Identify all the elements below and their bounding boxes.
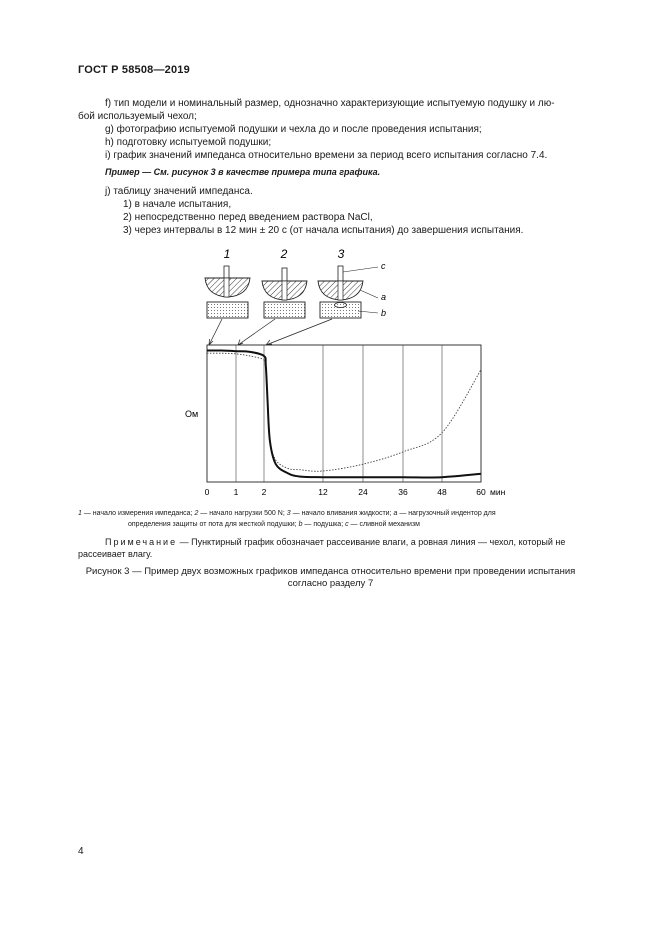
figure-legend-line1: 1 — начало измерения импеданса; 2 — начало нагрузки 500 N; 3 — начало вливания жидкости; a — нагрузочный индентор для: [78, 510, 496, 517]
callout-line-c: [343, 267, 378, 272]
x-tick: 24: [358, 487, 368, 497]
x-axis-unit: мин: [490, 487, 506, 497]
x-tick: 1: [233, 487, 239, 497]
figure-legend-line2: определения защиты от пота для жесткой подушки; b — подушка; c — сливной механизм: [128, 521, 420, 528]
impedance-figure: [0, 240, 661, 505]
apparatus-stage-1: [205, 266, 250, 318]
apparatus-stage-2: [262, 268, 307, 318]
apparatus-stage-3: [318, 266, 363, 318]
x-axis-ticks: [205, 487, 486, 497]
figure-note-line2: рассеивает влагу.: [78, 549, 153, 559]
stage-label-3: 3: [337, 247, 345, 261]
list-item-f-line2: бой используемый чехол;: [78, 111, 197, 122]
list-item-h: h) подготовку испытуемой подушки;: [105, 137, 272, 148]
x-tick: 2: [261, 487, 267, 497]
figure-caption-line1: Рисунок 3 — Пример двух возможных графиков импеданса относительно времени при проведении испытания: [85, 566, 576, 577]
x-tick: 48: [437, 487, 447, 497]
y-axis-label: Ом: [185, 409, 199, 419]
sub-item-3: 3) через интервалы в 12 мин ± 20 с (от начала испытания) до завершения испытания.: [123, 225, 524, 236]
sub-item-1: 1) в начале испытания,: [123, 199, 232, 210]
x-tick: 12: [318, 487, 328, 497]
stage-label-2: 2: [280, 247, 288, 261]
callout-a: a: [381, 292, 387, 302]
callout-b: b: [381, 308, 387, 318]
sub-item-2: 2) непосредственно перед введением раствора NaCl,: [123, 212, 373, 223]
x-tick: 60: [476, 487, 486, 497]
x-tick: 0: [204, 487, 210, 497]
stage-label-1: 1: [223, 247, 231, 261]
callout-c: c: [381, 261, 386, 271]
list-item-g: g) фотографию испытуемой подушки и чехла до и после проведения испытания;: [105, 124, 482, 135]
example-note: Пример — См. рисунок 3 в качестве примера типа графика.: [105, 167, 381, 177]
stage-arrows: [209, 319, 332, 345]
chart-frame: [207, 345, 481, 482]
list-item-i: i) график значений импеданса относительно времени за период всего испытания согласно 7.4.: [105, 150, 548, 161]
document-header: ГОСТ Р 58508—2019: [78, 64, 190, 76]
x-tick: 36: [398, 487, 408, 497]
figure-caption-line2: согласно разделу 7: [287, 578, 374, 589]
note-label: Примечание: [105, 537, 178, 547]
list-item-f-line1: f) тип модели и номинальный размер, однозначно характеризующие испытуемую подушку и лю-: [105, 98, 555, 109]
figure-note-line1: Примечание — Пунктирный график обозначает рассеивание влаги, а ровная линия — чехол, который не: [105, 537, 566, 547]
callout-line-a: [360, 290, 378, 298]
page-number: 4: [78, 846, 84, 857]
list-item-j: j) таблицу значений импеданса.: [105, 186, 253, 197]
